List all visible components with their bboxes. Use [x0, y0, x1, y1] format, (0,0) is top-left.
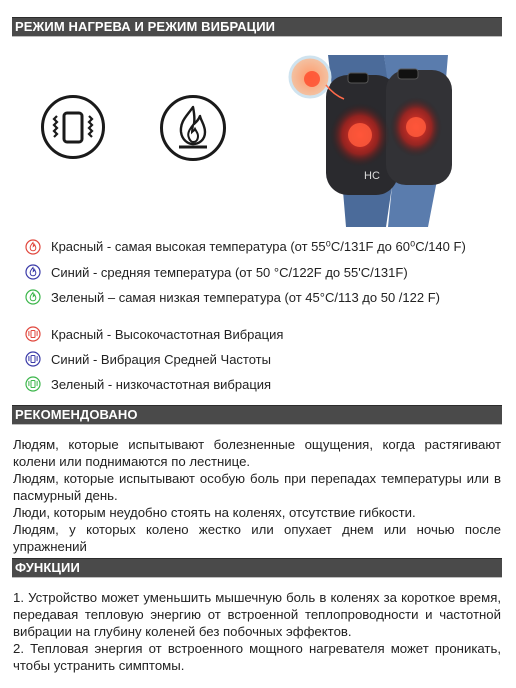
- section-title: РЕКОМЕНДОВАНО: [15, 407, 138, 422]
- section-header-functions: [12, 558, 502, 578]
- recommended-line: Людям, которые испытывают болезненные ощущения, когда растягивают колени или поднимаются по лестнице.: [13, 437, 501, 469]
- product-logo: HC: [364, 170, 380, 182]
- vibration-mode-label: Синий - Вибрация Средней Частоты: [51, 351, 271, 367]
- recommended-line: Люди, которым неудобно стоять на коленях, отсутствие гибкости.: [13, 505, 416, 520]
- temperature-mode-row: [25, 288, 440, 306]
- vibration-mode-row: [25, 350, 271, 368]
- recommended-line: Людям, у которых колено жестко или опухает днем или ночью после упражнений: [13, 522, 501, 554]
- flame-icon: [25, 264, 41, 280]
- temperature-mode-row: [25, 263, 408, 281]
- section-header-recommended: [12, 405, 502, 425]
- temperature-mode-label: Зеленый – самая низкая температура (от 45°C/113 до 50 /122 F): [51, 289, 440, 305]
- temperature-mode-label: Синий - средняя температура (от 50 °C/122F до 55'C/131F): [51, 264, 408, 280]
- flame-icon: [25, 239, 41, 255]
- vibration-phone-icon: [40, 94, 106, 165]
- section-title: РЕЖИМ НАГРЕВА И РЕЖИМ ВИБРАЦИИ: [15, 19, 276, 34]
- vibration-mode-label: Красный - Высокочастотная Вибрация: [51, 326, 284, 342]
- temperature-mode-row: [25, 238, 466, 256]
- vibration-icon: [25, 376, 41, 392]
- vibration-mode-row: [25, 375, 271, 393]
- recommended-line: Людям, которые испытывают особую боль при перепадах температуры или в пасмурный день.: [13, 471, 501, 503]
- section-header-heat-vibration: [12, 17, 502, 37]
- product-photo: [288, 55, 464, 227]
- flame-icon: [25, 289, 41, 305]
- vibration-mode-row: [25, 325, 283, 343]
- recommended-paragraph: [13, 436, 501, 555]
- flame-heat-icon: [159, 94, 227, 167]
- functions-line: 1. Устройство может уменьшить мышечную боль в коленях за короткое время, передавая тепловую энергию от встроенной теплопроводности и частотной вибрации на глубину коленей без побочных эффектов.: [13, 590, 501, 639]
- temperature-mode-label: Красный - самая высокая температура (от 55⁰C/131F до 60⁰C/140 F): [51, 239, 466, 254]
- vibration-icon: [25, 351, 41, 367]
- vibration-mode-label: Зеленый - низкочастотная вибрация: [51, 376, 272, 392]
- section-title: ФУНКЦИИ: [15, 560, 80, 575]
- functions-paragraph: [13, 589, 501, 674]
- functions-line: 2. Тепловая энергия от встроенного мощного нагревателя может проникать, чтобы устранить симптомы.: [13, 641, 501, 673]
- vibration-icon: [25, 326, 41, 342]
